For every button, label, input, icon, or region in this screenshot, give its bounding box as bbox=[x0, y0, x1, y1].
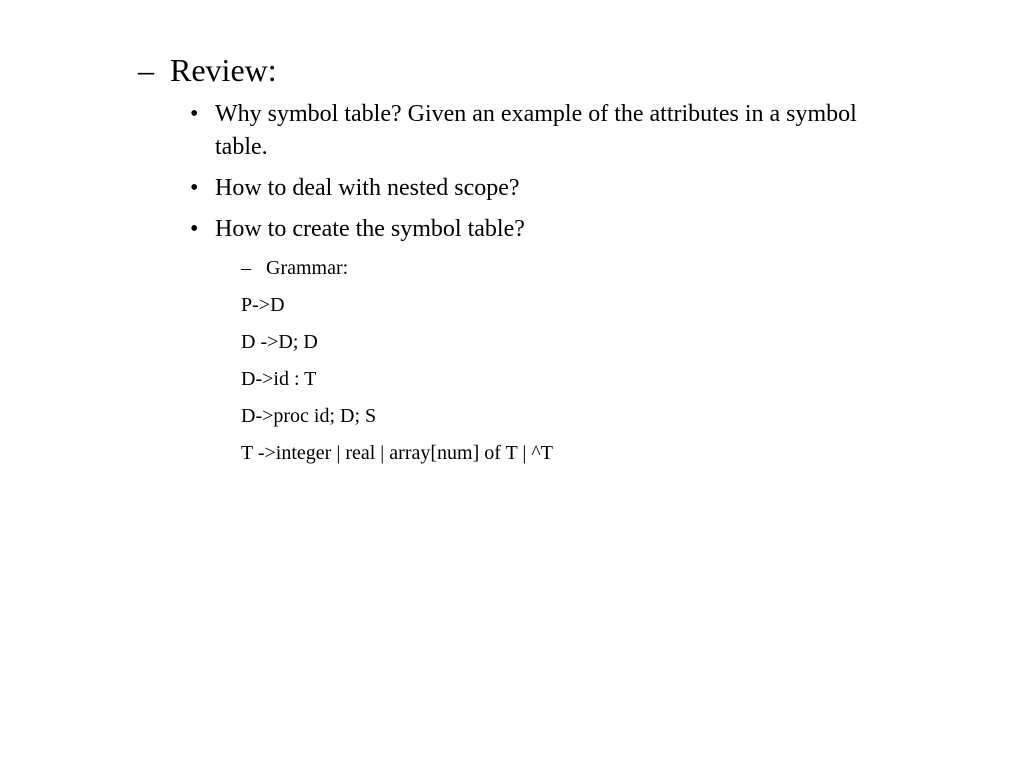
grammar-rule: P->D bbox=[241, 294, 285, 316]
bullet-item-why-symbol-table bbox=[190, 98, 910, 164]
grammar-rules-list bbox=[241, 290, 553, 475]
bullet-text: Why symbol table? Given an example of the attributes in a symbol table. bbox=[215, 101, 857, 160]
dash-marker: – bbox=[138, 52, 154, 88]
review-heading-text: Review: bbox=[170, 52, 277, 88]
bullet-dot-icon: • bbox=[190, 175, 199, 201]
grammar-rule: D ->D; D bbox=[241, 331, 318, 353]
bullet-text: How to deal with nested scope? bbox=[215, 175, 520, 201]
bullet-item-create-symbol-table bbox=[190, 213, 910, 246]
grammar-rule: D->id : T bbox=[241, 368, 317, 390]
review-questions-list bbox=[190, 98, 910, 254]
grammar-heading-text: Grammar: bbox=[266, 257, 349, 279]
bullet-dot-icon: • bbox=[190, 216, 199, 242]
grammar-heading bbox=[241, 253, 348, 283]
grammar-rule: T ->integer | real | array[num] of T | ^T bbox=[241, 442, 554, 464]
bullet-item-nested-scope bbox=[190, 172, 910, 205]
review-heading bbox=[138, 52, 277, 88]
bullet-text: How to create the symbol table? bbox=[215, 216, 525, 242]
grammar-rule: D->proc id; D; S bbox=[241, 405, 377, 427]
bullet-dot-icon: • bbox=[190, 101, 199, 127]
dash-marker: – bbox=[241, 257, 251, 279]
